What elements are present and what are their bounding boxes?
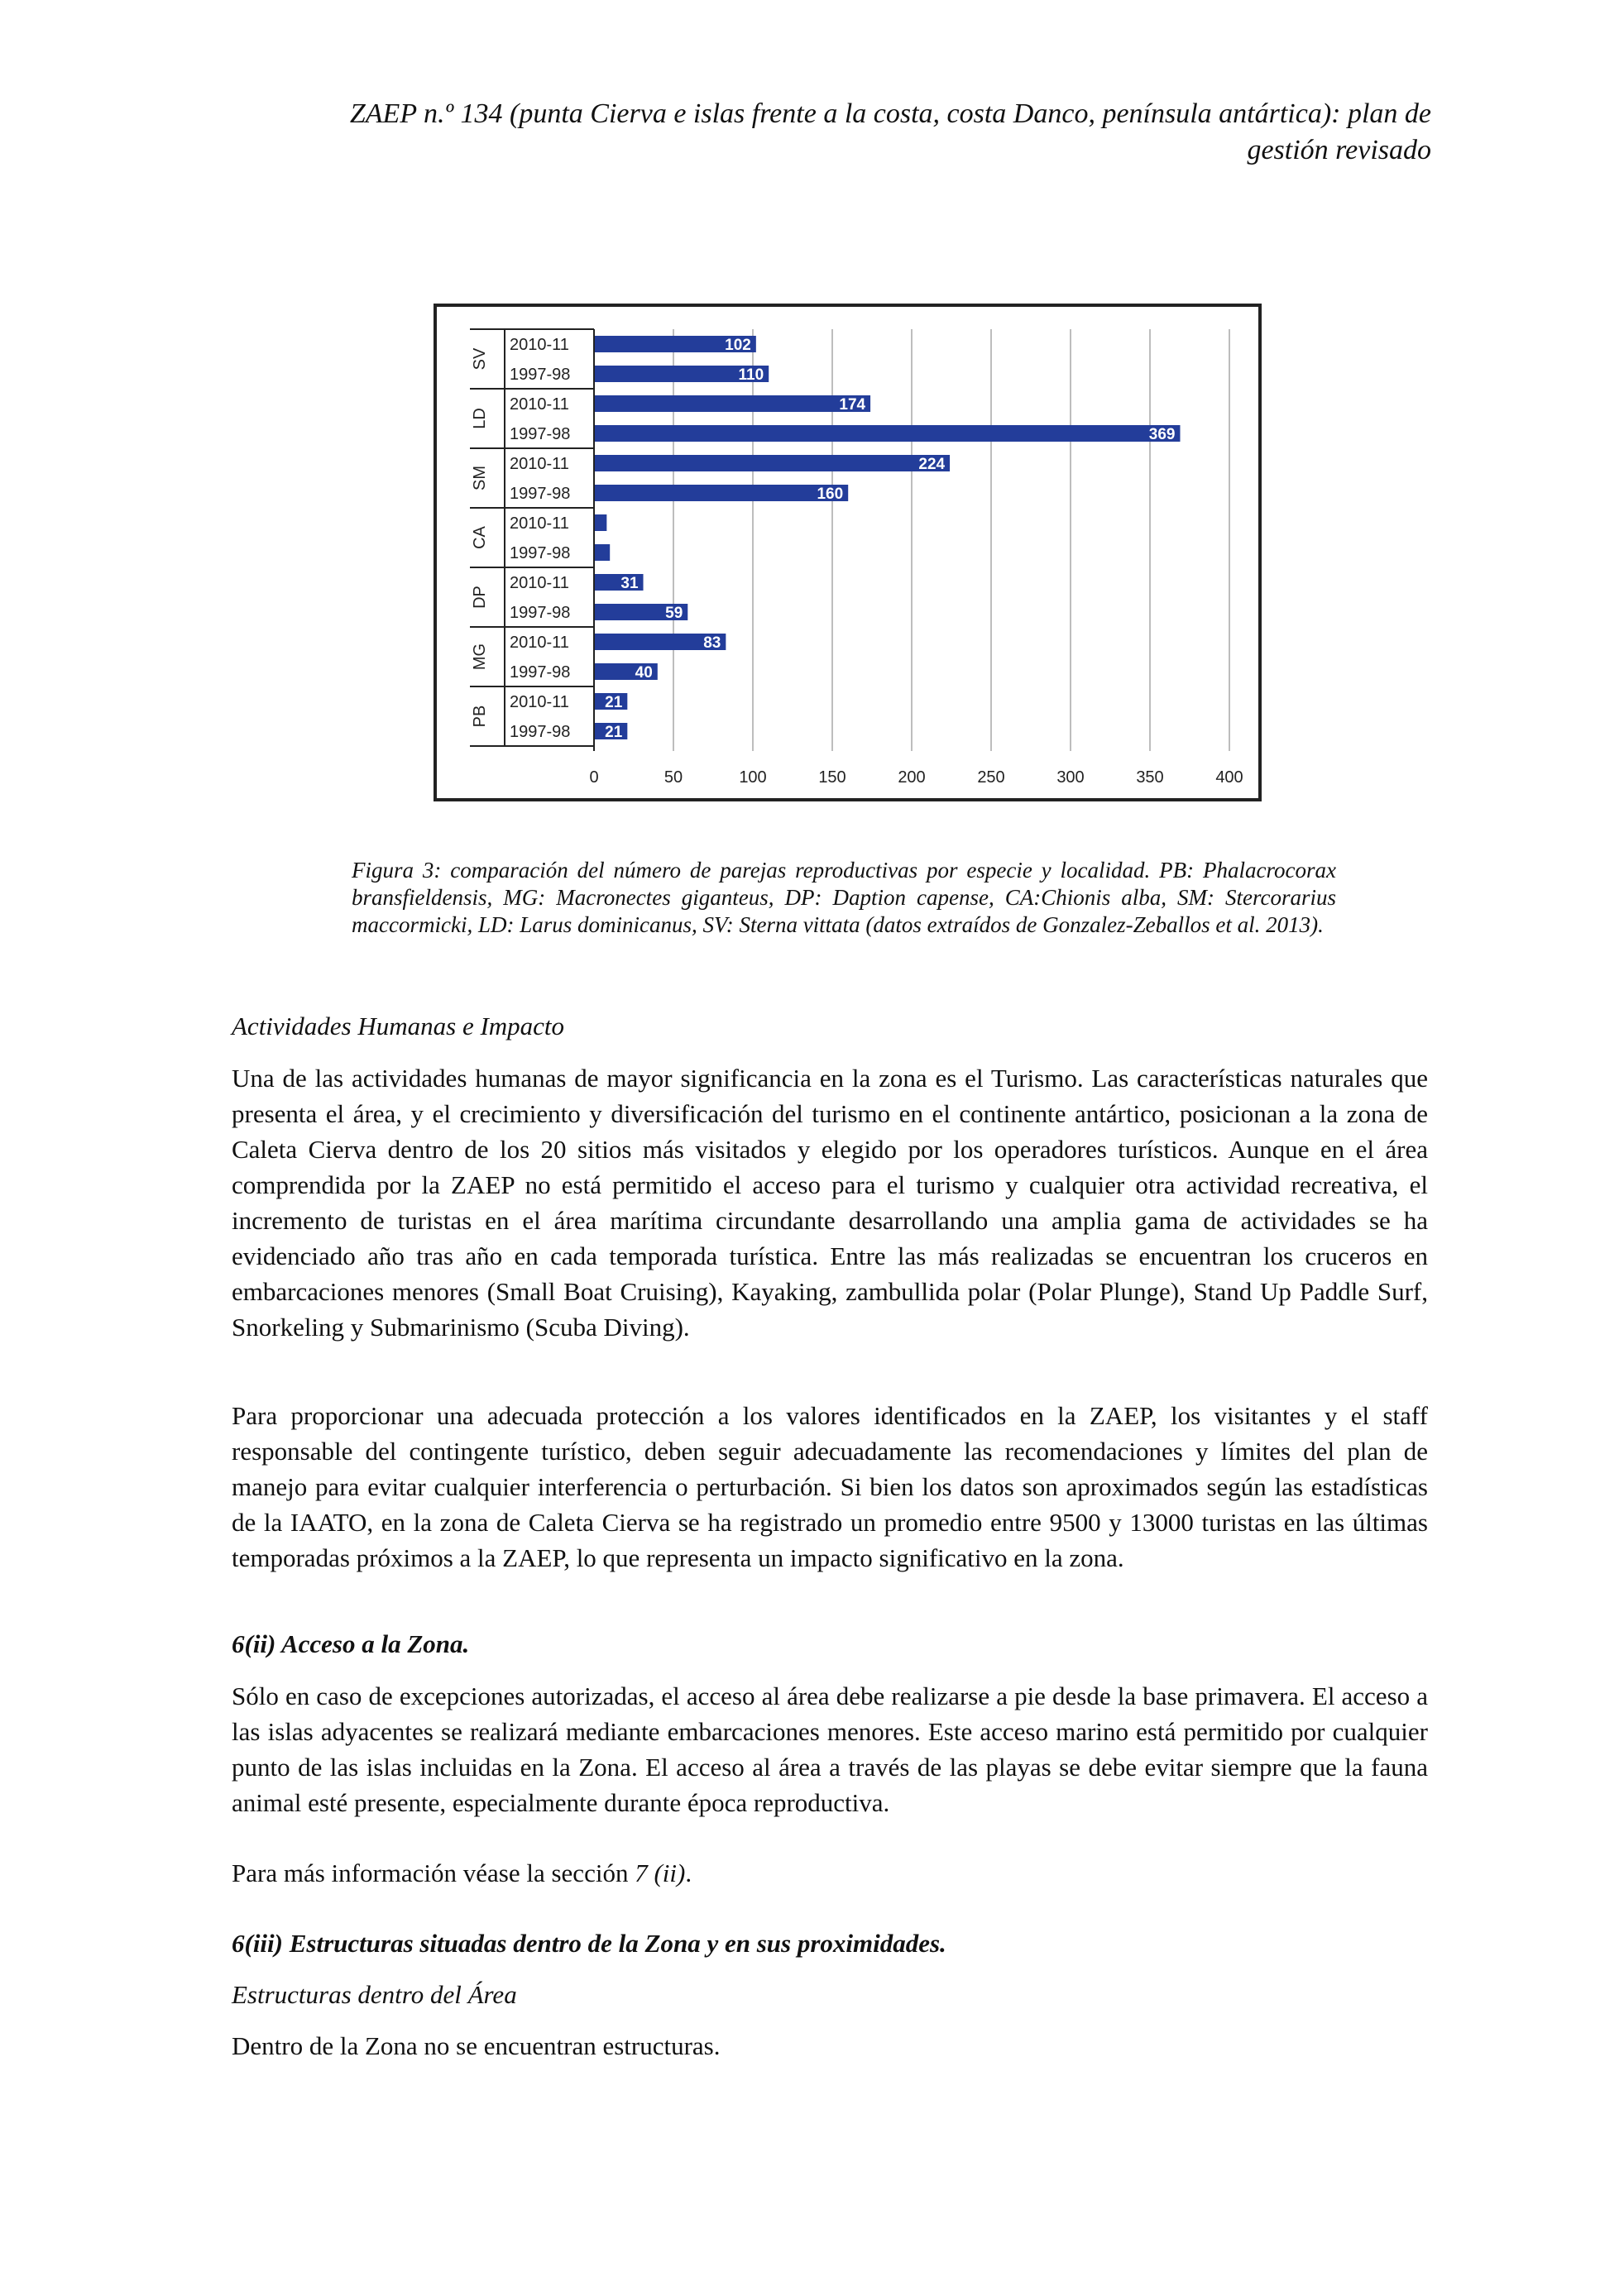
paragraph-structures: Dentro de la Zona no se encuentran estructuras. — [232, 2031, 721, 2060]
bar-category-label: 2010-11 — [510, 336, 569, 354]
bar-value-label: 31 — [620, 575, 639, 592]
bar-value-label: 21 — [605, 724, 623, 741]
group-code-label: LD — [471, 408, 489, 429]
bar — [594, 425, 1180, 442]
bar — [594, 455, 950, 471]
x-tick-label: 0 — [589, 768, 599, 787]
bar-value-label: 160 — [817, 486, 844, 503]
x-tick-label: 150 — [818, 768, 846, 787]
bar-category-label: 1997-98 — [510, 604, 571, 622]
bar-category-label: 1997-98 — [510, 544, 571, 562]
page-header — [232, 96, 1431, 169]
bar-category-label: 1997-98 — [510, 425, 571, 443]
bar-category-label: 2010-11 — [510, 455, 569, 473]
figure-caption: Figura 3: comparación del número de parejas reproductivas por especie y localidad. PB: Phalacrocorax bransfieldensis, MG: Macronectes giganteus, DP: Daption capense, CA:Chionis alba, SM: Stercorarius maccormicki, LD: Larus dominicanus, SV: Sterna vittata (datos extraídos de Gonzalez-Zeballos et al. 2013). — [352, 858, 1336, 937]
group-code-label: SV — [471, 347, 489, 371]
subheading-structures: Estructuras dentro del Área — [232, 1980, 517, 2009]
bar-value-label: 110 — [738, 366, 764, 384]
x-tick-label: 100 — [739, 768, 767, 787]
bar — [594, 485, 848, 501]
heading-access: 6(ii) Acceso a la Zona. — [232, 1629, 470, 1658]
bar-category-label: 2010-11 — [510, 514, 569, 533]
x-tick-label: 250 — [977, 768, 1005, 787]
bar-value-label: 174 — [839, 396, 866, 414]
paragraph-tourism: Una de las actividades humanas de mayor significancia en la zona es el Turismo. Las características naturales que presenta el área, y el crecimiento y diversificación del turismo en el continente antártico, posicionan a la zona de Caleta Cierva dentro de los 20 sitios más visitados y elegido por los operadores turísticos. Aunque en el área comprendida por la ZAEP no está permitido el acceso para el turismo y cualquier otra actividad recreativa, el incremento de turistas en el área marítima circundante desarrollando una amplia gama de actividades se ha evidenciado año tras año en cada temporada turística. Entre las más realizadas se encuentran los cruceros en embarcaciones menores (Small Boat Cruising), Kayaking, zambullida polar (Polar Plunge), Stand Up Paddle Surf, Snorkeling y Submarinismo (Scuba Diving). — [232, 1064, 1428, 1342]
group-code-label: PB — [471, 705, 489, 728]
x-tick-label: 50 — [663, 768, 683, 787]
bar-category-label: 2010-11 — [510, 395, 569, 414]
bar-category-label: 2010-11 — [510, 574, 569, 592]
x-tick-label: 300 — [1056, 768, 1085, 787]
more-info-suffix: . — [685, 1858, 692, 1887]
x-tick-label: 350 — [1136, 768, 1164, 787]
group-code-label: MG — [471, 643, 489, 671]
heading-structures: 6(iii) Estructuras situadas dentro de la Zona y en sus proximidades. — [232, 1929, 946, 1958]
bar-category-label: 1997-98 — [510, 366, 571, 384]
x-tick-label: 200 — [898, 768, 926, 787]
bar — [594, 395, 870, 412]
bar-value-label: 83 — [703, 634, 721, 652]
bar-chart — [437, 307, 1258, 798]
bar-category-label: 1997-98 — [510, 723, 571, 741]
bar-category-label: 2010-11 — [510, 634, 569, 652]
group-code-label: DP — [471, 586, 489, 609]
bar — [594, 544, 610, 561]
paragraph-more-info — [232, 1855, 1428, 1891]
bar — [594, 514, 606, 531]
bar-category-label: 2010-11 — [510, 693, 569, 711]
bar-value-label: 369 — [1148, 426, 1176, 443]
group-code-label: SM — [471, 466, 489, 490]
bar-value-label: 21 — [605, 694, 623, 711]
figure-3-frame — [434, 304, 1262, 801]
bar-value-label: 40 — [635, 664, 653, 682]
header-line-1: ZAEP n.º 134 (punta Cierva e islas frente a la costa, costa Danco, península antártica): plan de — [349, 98, 1431, 129]
heading-activities: Actividades Humanas e Impacto — [232, 1012, 565, 1040]
bar-value-label: 59 — [665, 605, 683, 622]
paragraph-access: Sólo en caso de excepciones autorizadas, el acceso al área debe realizarse a pie desde la base primavera. El acceso a las islas adyacentes se realizará mediante embarcaciones menores. Este acceso marino está permitido por cualquier punto de las islas incluidas en la Zona. El acceso al área a través de las playas se debe evitar siempre que la fauna animal esté presente, especialmente durante época reproductiva. — [232, 1681, 1428, 1817]
header-line-2: gestión revisado — [1247, 135, 1431, 165]
more-info-prefix: Para más información véase la sección — [232, 1858, 635, 1887]
bar-category-label: 1997-98 — [510, 663, 571, 682]
bar-category-label: 1997-98 — [510, 485, 571, 503]
x-tick-label: 400 — [1215, 768, 1243, 787]
section-reference: 7 (ii) — [635, 1858, 686, 1887]
bar-value-label: 102 — [725, 337, 751, 354]
group-code-label: CA — [471, 526, 489, 549]
paragraph-protection: Para proporcionar una adecuada protección a los valores identificados en la ZAEP, los visitantes y el staff responsable del contingente turístico, deben seguir adecuadamente las recomendaciones y límites del plan de manejo para evitar cualquier interferencia o perturbación. Si bien los datos son aproximados según las estadísticas de la IAATO, en la zona de Caleta Cierva se ha registrado un promedio entre 9500 y 13000 turistas en las últimas temporadas próximos a la ZAEP, lo que representa un impacto significativo en la zona. — [232, 1401, 1428, 1572]
bar-value-label: 224 — [918, 456, 946, 473]
